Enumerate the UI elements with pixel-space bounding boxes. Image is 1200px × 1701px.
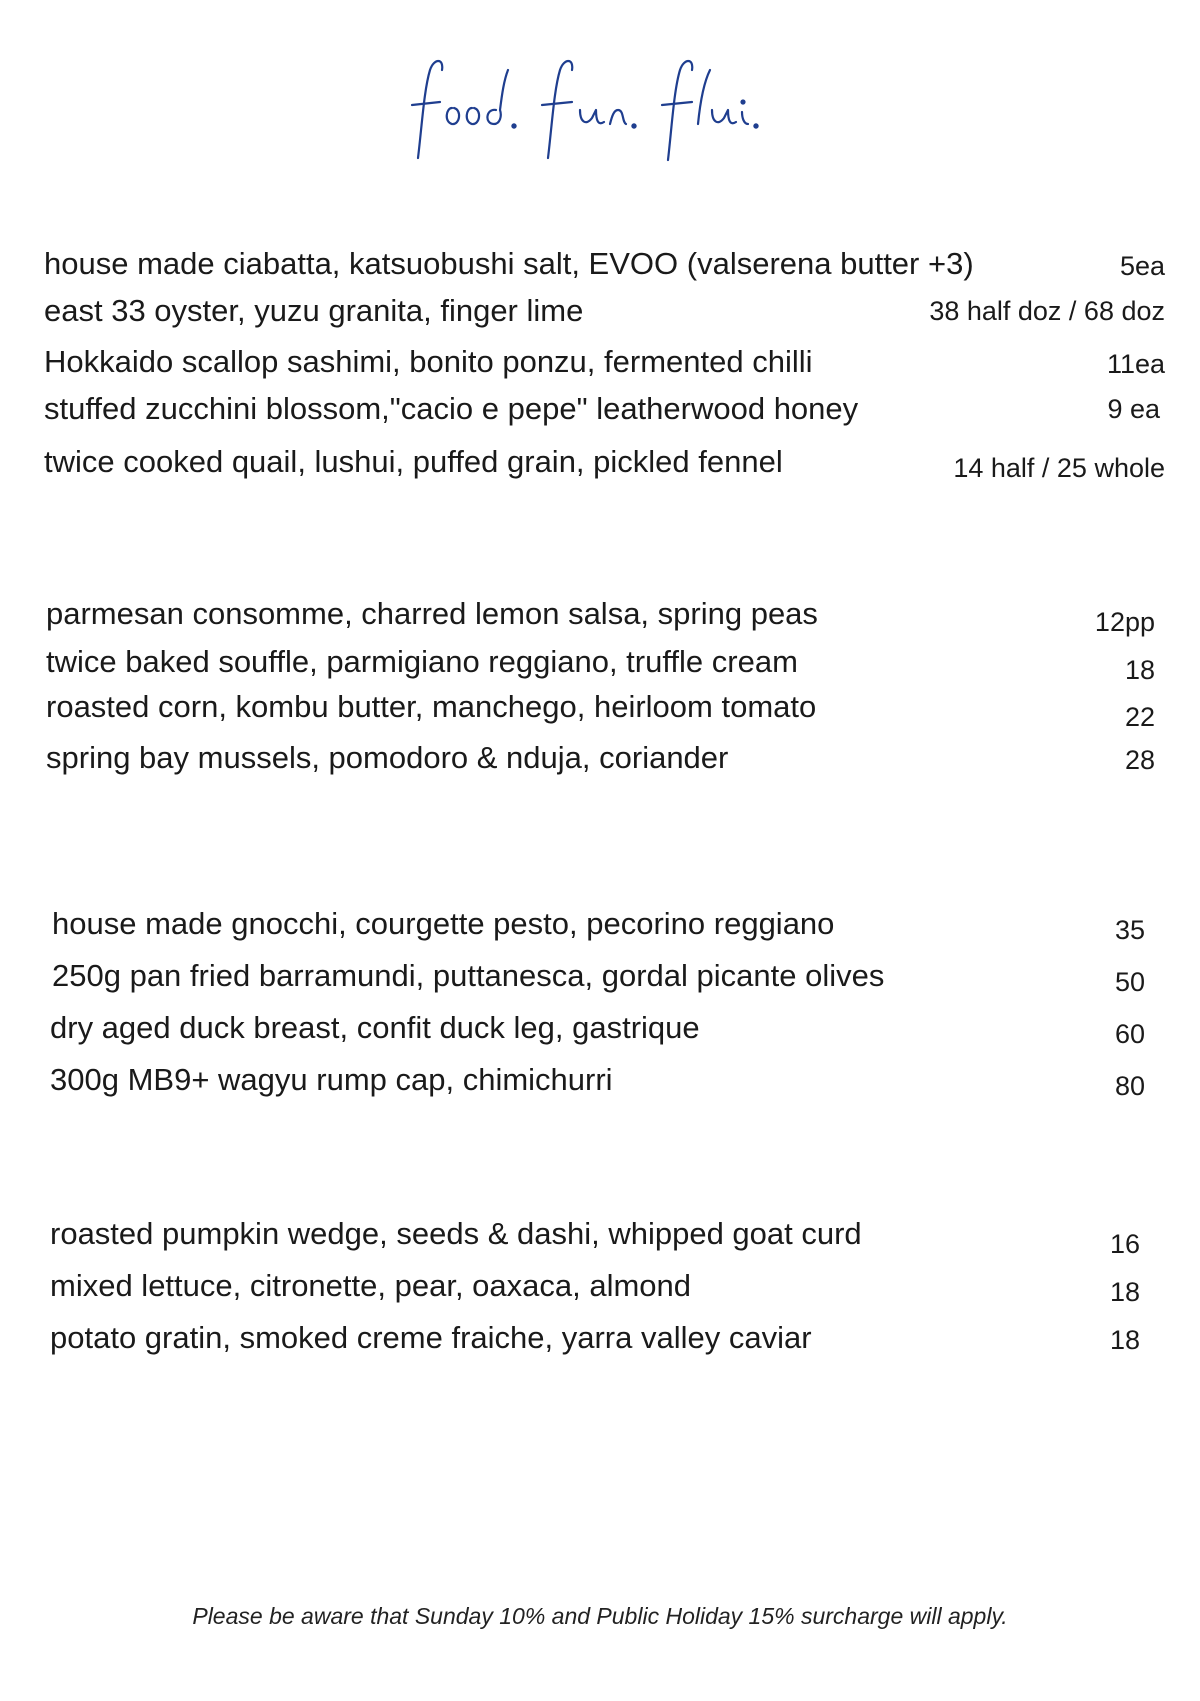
menu-item-name: twice cooked quail, lushui, puffed grain, pickled fennel xyxy=(44,444,783,479)
menu-item xyxy=(0,442,1200,482)
menu-item-price: 22 xyxy=(1124,702,1155,732)
menu-item-price: 18 xyxy=(1109,1277,1140,1307)
menu-item-name: 300g MB9+ wagyu rump cap, chimichurri xyxy=(50,1062,613,1097)
menu-item-price: 28 xyxy=(1124,745,1155,775)
menu-item-name: mixed lettuce, citronette, pear, oaxaca, almond xyxy=(50,1268,692,1303)
menu-item-name: potato gratin, smoked creme fraiche, yarra valley caviar xyxy=(50,1320,812,1355)
menu-item xyxy=(0,389,1200,429)
menu-item xyxy=(0,342,1200,382)
logo xyxy=(400,30,820,180)
menu-item xyxy=(0,1318,1200,1358)
menu-item-price: 50 xyxy=(1114,967,1145,997)
menu-item xyxy=(0,594,1200,637)
menu-item xyxy=(0,956,1200,996)
menu-item-name: parmesan consomme, charred lemon salsa, spring peas xyxy=(46,596,818,631)
menu-item xyxy=(0,291,1200,331)
menu-item-price: 11ea xyxy=(1106,349,1165,379)
menu-item xyxy=(0,1008,1200,1048)
menu-item xyxy=(0,687,1200,732)
menu-item-name: twice baked souffle, parmigiano reggiano, truffle cream xyxy=(46,644,798,679)
menu-item-name: spring bay mussels, pomodoro & nduja, coriander xyxy=(46,740,729,775)
menu-item-name: dry aged duck breast, confit duck leg, gastrique xyxy=(50,1010,700,1045)
menu-item-price: 35 xyxy=(1114,915,1145,945)
menu-item-name: roasted pumpkin wedge, seeds & dashi, whipped goat curd xyxy=(50,1216,862,1251)
menu-item xyxy=(0,1266,1200,1306)
menu-item-price: 12pp xyxy=(1094,607,1155,637)
menu-item-price: 9 ea xyxy=(1107,394,1160,424)
menu-item-name: 250g pan fried barramundi, puttanesca, gordal picante olives xyxy=(52,958,885,993)
menu-item-name: roasted corn, kombu butter, manchego, heirloom tomato xyxy=(46,689,817,724)
menu-item-name: house made gnocchi, courgette pesto, pecorino reggiano xyxy=(52,906,835,941)
handwritten-logo xyxy=(400,30,820,180)
menu-item-price: 18 xyxy=(1109,1325,1140,1355)
menu-item-price: 16 xyxy=(1109,1229,1140,1259)
menu-item-price: 14 half / 25 whole xyxy=(953,453,1165,483)
menu-item-price: 60 xyxy=(1114,1019,1145,1049)
surcharge-notice: Please be aware that Sunday 10% and Public Holiday 15% surcharge will apply. xyxy=(192,1603,1008,1629)
menu-item xyxy=(0,642,1200,685)
menu-item xyxy=(0,904,1200,944)
menu-item-price: 38 half doz / 68 doz xyxy=(929,296,1165,326)
menu-item xyxy=(0,244,1200,284)
menu-item-name: east 33 oyster, yuzu granita, finger lime xyxy=(44,293,584,328)
menu-item-price: 18 xyxy=(1124,655,1155,685)
menu-item xyxy=(0,738,1200,778)
menu-item-name: stuffed zucchini blossom,"cacio e pepe" leatherwood honey xyxy=(44,391,859,426)
menu-item-price: 80 xyxy=(1114,1071,1145,1101)
menu-item xyxy=(0,1214,1200,1259)
menu-item-name: Hokkaido scallop sashimi, bonito ponzu, fermented chilli xyxy=(44,344,813,379)
menu-item-name: house made ciabatta, katsuobushi salt, EVOO (valserena butter +3) xyxy=(44,246,974,281)
menu-item-price: 5ea xyxy=(1119,251,1165,281)
menu-item xyxy=(0,1060,1200,1100)
